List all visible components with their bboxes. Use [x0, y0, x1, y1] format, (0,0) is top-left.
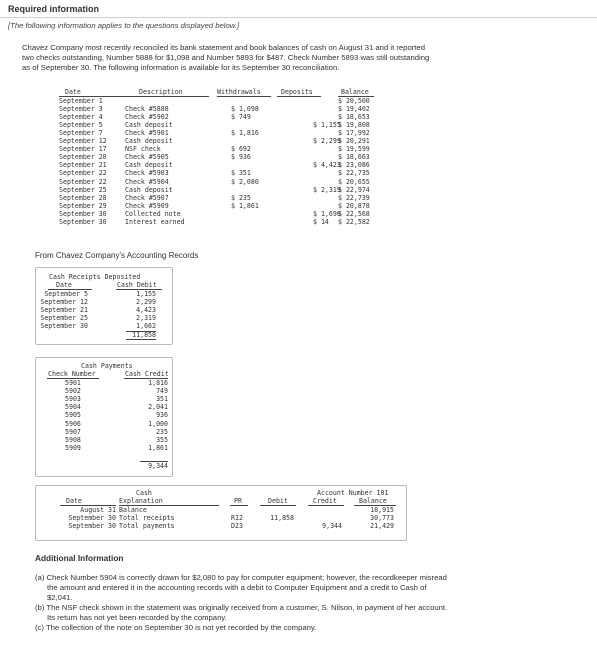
header-description: Description [139, 88, 183, 96]
cell-check-number: 5907 [65, 427, 81, 436]
cell-date: September 28 [59, 193, 107, 202]
cell-credit: 9,344 [322, 522, 342, 531]
table-row [36, 314, 172, 322]
cash-payments-total: 9,344 [148, 462, 168, 470]
table-row [35, 113, 405, 121]
table-row [35, 202, 405, 210]
bank-statement-table [35, 88, 405, 238]
cell-date: September 7 [59, 128, 103, 137]
cell-date: September 30 [59, 218, 107, 226]
cell-date: September 22 [59, 169, 107, 178]
header-date: Date [65, 88, 81, 96]
table-row [36, 522, 406, 530]
cell-deposits: $ 1,155 [313, 120, 341, 129]
cell-date: September 29 [59, 201, 107, 210]
cell-description: Cash deposit [125, 161, 173, 170]
cell-description: Cash deposit [125, 137, 173, 145]
table-row [35, 186, 405, 194]
cell-withdrawals: $ 1,861 [231, 201, 259, 210]
cell-date: September 1 [59, 96, 103, 105]
cell-date: September 21 [40, 305, 88, 314]
table-row [36, 411, 172, 419]
table-row [36, 420, 172, 428]
cell-description: Interest earned [125, 218, 185, 226]
cell-check-number: 5908 [65, 435, 81, 444]
cell-date: September 30 [59, 209, 107, 218]
cell-amount: 936 [156, 411, 168, 420]
table-row [36, 436, 172, 444]
cell-description: Check #5905 [125, 153, 169, 162]
cell-description: Check #5907 [125, 193, 169, 202]
cell-description: Check #5904 [125, 177, 169, 186]
cell-explanation: Balance [119, 506, 147, 514]
additional-item [35, 623, 590, 633]
cell-check-number: 5904 [65, 403, 81, 412]
intro-paragraph [22, 43, 429, 73]
cash-payments-box [35, 357, 173, 477]
additional-line: (b) The NSF check shown in the statement was originally received from a customer, S. Nilson, in payment of her account. [35, 603, 448, 612]
table-row [35, 105, 405, 113]
ledger-account-number: Account Number 101 [317, 489, 389, 497]
cell-check-number: 5909 [65, 443, 81, 452]
cell-amount: 2,319 [136, 313, 156, 322]
additional-line: (c) The collection of the note on September 30 is not yet recorded by the company. [35, 623, 317, 632]
cell-withdrawals: $ 351 [231, 169, 251, 178]
cell-amount: 1,000 [148, 419, 168, 428]
additional-list [35, 573, 590, 633]
ledger-title: Cash [136, 489, 152, 497]
table-row [35, 137, 405, 145]
cell-date: September 30 [68, 514, 116, 523]
table-row [36, 298, 172, 306]
cell-description: Check #5901 [125, 128, 169, 137]
cash-ledger-box [35, 485, 407, 541]
additional-item [35, 603, 590, 623]
header-pr: PR [234, 497, 242, 505]
cash-receipts-title: Cash Receipts Deposited [49, 273, 141, 281]
cell-pr: D23 [231, 522, 243, 531]
divider [0, 17, 597, 18]
additional-line: $2,041. [47, 593, 73, 602]
cell-withdrawals: $ 1,098 [231, 104, 259, 113]
table-row [35, 153, 405, 161]
cell-deposits: $ 14 [313, 218, 329, 226]
cell-deposits: $ 2,319 [313, 185, 341, 194]
cell-balance: $ 17,992 [338, 128, 370, 137]
header-credit: Credit [313, 497, 337, 505]
cell-balance: $ 19,599 [338, 145, 370, 154]
cell-withdrawals: $ 936 [231, 153, 251, 162]
cell-amount: 1,816 [148, 379, 168, 387]
cell-pr: R12 [231, 514, 243, 523]
cell-amount: 1,861 [148, 443, 168, 452]
cash-receipts-box [35, 267, 173, 345]
table-row [36, 403, 172, 411]
cell-check-number: 5905 [65, 411, 81, 420]
cell-description: Check #5888 [125, 104, 169, 113]
table-row [36, 322, 172, 330]
additional-line: the amount and entered it in the accounting records with a debit to Computer Equipment and a credit to Cash of [47, 583, 427, 592]
cell-explanation: Total payments [119, 522, 175, 531]
cell-amount: 4,423 [136, 305, 156, 314]
cell-balance: $ 19,402 [338, 104, 370, 113]
cell-balance: 30,773 [370, 514, 394, 523]
applies-note: [The following information applies to the questions displayed below.] [8, 21, 240, 30]
header-balance: Balance [359, 497, 387, 505]
cell-date: September 12 [40, 297, 88, 306]
cell-date: September 20 [59, 153, 107, 162]
cell-balance: $ 20,291 [338, 137, 370, 145]
cell-amount: 355 [156, 435, 168, 444]
table-row [36, 514, 406, 522]
cell-date: September 22 [59, 177, 107, 186]
cell-balance: $ 22,735 [338, 169, 370, 178]
cell-check-number: 5902 [65, 387, 81, 396]
additional-title: Additional Information [35, 553, 124, 563]
table-row [36, 428, 172, 436]
additional-item [35, 573, 590, 603]
cell-description: NSF check [125, 145, 161, 154]
cell-date: September 5 [59, 120, 103, 129]
table-row [36, 395, 172, 403]
cell-amount: 2,041 [148, 403, 168, 412]
cell-deposits: $ 2,299 [313, 137, 341, 145]
cell-withdrawals: $ 2,080 [231, 177, 259, 186]
table-row [36, 379, 172, 387]
table-row [36, 444, 172, 452]
cell-balance: $ 23,086 [338, 161, 370, 170]
header-check-number: Check Number [48, 370, 96, 378]
table-row [36, 290, 172, 298]
cell-date: September 25 [40, 313, 88, 322]
cell-withdrawals: $ 1,816 [231, 128, 259, 137]
cell-balance: $ 18,663 [338, 153, 370, 162]
cell-date: September 4 [59, 112, 103, 121]
cell-balance: $ 20,655 [338, 177, 370, 186]
cell-amount: 1,155 [136, 289, 156, 298]
additional-line: (a) Check Number 5904 is correctly drawn for $2,080 to pay for computer equipment; however, the recordkeeper misread [35, 573, 447, 582]
cell-amount: 749 [156, 387, 168, 396]
intro-line: two checks outstanding, Number 5888 for $1,098 and Number 5893 for $487. Check Number 5893 was still outstanding [22, 53, 430, 62]
cell-date: September 5 [44, 289, 88, 298]
header-date: Date [66, 497, 82, 505]
table-row [35, 178, 405, 186]
cash-payments-title: Cash Payments [81, 362, 133, 370]
cell-check-number: 5903 [65, 395, 81, 404]
cell-description: Check #5902 [125, 112, 169, 121]
header-debit: Debit [268, 497, 288, 505]
header-cash-credit: Cash Credit [125, 370, 169, 378]
header-withdrawals: Withdrawals [217, 88, 261, 96]
cell-withdrawals: $ 235 [231, 193, 251, 202]
cell-balance: 21,429 [370, 522, 394, 531]
cell-amount: 2,299 [136, 297, 156, 306]
section-title: Required information [8, 4, 100, 14]
additional-line: Its return has not yet been recorded by the company. [47, 613, 227, 622]
header-deposits: Deposits [281, 88, 313, 96]
cell-withdrawals: $ 692 [231, 145, 251, 154]
cell-date: September 21 [59, 161, 107, 170]
cell-debit: 11,858 [270, 514, 294, 523]
cell-check-number: 5901 [65, 379, 81, 387]
cell-date: September 25 [59, 185, 107, 194]
cell-check-number: 5906 [65, 419, 81, 428]
header-date: Date [56, 281, 72, 289]
table-row [35, 194, 405, 202]
table-row [35, 218, 405, 226]
cell-date: September 3 [59, 104, 103, 113]
cell-balance: $ 22,582 [338, 218, 370, 226]
cell-description: Collected note [125, 209, 181, 218]
cell-withdrawals: $ 749 [231, 112, 251, 121]
cell-balance: $ 20,500 [338, 96, 370, 105]
cell-description: Cash deposit [125, 185, 173, 194]
intro-line: as of September 30. The following information is available for its September 30 reconciliation. [22, 63, 340, 72]
table-row [35, 210, 405, 218]
cell-description: Check #5903 [125, 169, 169, 178]
header-explanation: Explanation [119, 497, 163, 505]
table-row [35, 121, 405, 129]
total-double-line [126, 339, 156, 340]
cell-deposits: $ 1,690 [313, 209, 341, 218]
header-balance: Balance [341, 88, 369, 96]
cell-description: Check #5909 [125, 201, 169, 210]
cell-amount: 235 [156, 427, 168, 436]
cell-amount: 351 [156, 395, 168, 404]
cell-date: September 12 [59, 137, 107, 145]
cell-balance: $ 22,568 [338, 209, 370, 218]
cell-description: Cash deposit [125, 120, 173, 129]
cell-date: September 30 [68, 522, 116, 531]
table-row [36, 506, 406, 514]
cell-date: September 17 [59, 145, 107, 154]
cell-amount: 1,662 [136, 321, 156, 330]
cell-balance: $ 19,808 [338, 120, 370, 129]
records-title: From Chavez Company's Accounting Records [35, 251, 199, 260]
cell-balance: 18,915 [370, 506, 394, 514]
cell-balance: $ 22,739 [338, 193, 370, 202]
header-cash-debit: Cash Debit [117, 281, 157, 289]
cell-balance: $ 20,878 [338, 201, 370, 210]
cell-deposits: $ 4,423 [313, 161, 341, 170]
table-row [36, 387, 172, 395]
table-row [35, 161, 405, 169]
table-row [36, 306, 172, 314]
cell-date: September 30 [40, 321, 88, 330]
intro-line: Chavez Company most recently reconciled its bank statement and book balances of cash on August 31 and it reported [22, 43, 425, 52]
table-row [35, 97, 405, 105]
table-header-row [35, 88, 405, 96]
cell-balance: $ 22,974 [338, 185, 370, 194]
table-row [35, 169, 405, 177]
cell-date: August 31 [80, 506, 116, 514]
table-row [35, 145, 405, 153]
cell-balance: $ 18,653 [338, 112, 370, 121]
table-row [35, 129, 405, 137]
cell-explanation: Total receipts [119, 514, 175, 523]
cash-receipts-total: 11,858 [132, 331, 156, 339]
